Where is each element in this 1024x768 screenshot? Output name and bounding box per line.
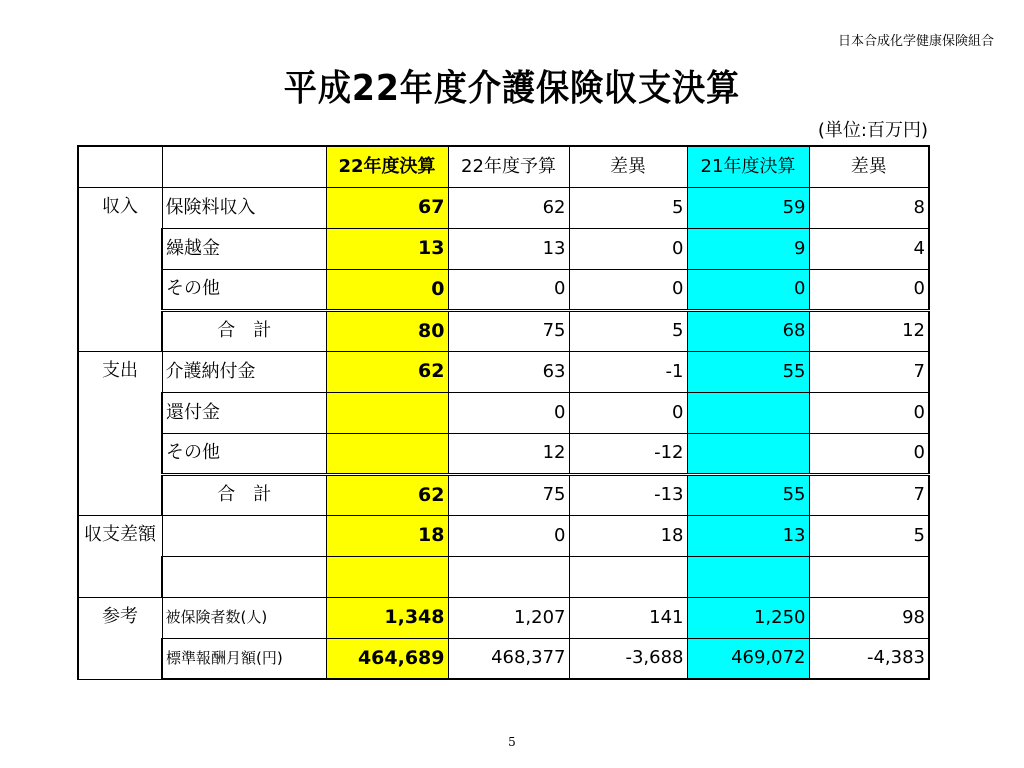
cell-diff-prior: -4,383: [809, 638, 929, 679]
cell-fy22-budget: 62: [448, 187, 569, 228]
row-label: 保険料収入: [162, 187, 326, 228]
cell-diff-prior: 8: [809, 187, 929, 228]
cell-diff-budget: 0: [569, 269, 687, 310]
blank-row: [78, 556, 929, 597]
cell-fy22-budget: 13: [448, 228, 569, 269]
cell-diff-budget: -12: [569, 433, 687, 474]
blank-cell: [162, 556, 326, 597]
cell-fy22-actual: 62: [326, 351, 448, 392]
cell-fy22-actual: [326, 433, 448, 474]
blank-cell-cyan: [687, 556, 809, 597]
cell-fy22-actual: 464,689: [326, 638, 448, 679]
table-row: [78, 351, 929, 392]
page-number: 5: [508, 735, 516, 749]
total-label: 合 計: [162, 310, 326, 351]
page-title: 平成22年度介護保険収支決算: [283, 68, 741, 109]
budget-table: [77, 145, 930, 680]
cell-diff-prior: 7: [809, 474, 929, 515]
cell-diff-prior: 0: [809, 269, 929, 310]
cell-fy22-budget: 0: [448, 392, 569, 433]
cell-fy22-actual: 0: [326, 269, 448, 310]
cell-diff-prior: 7: [809, 351, 929, 392]
cell-fy22-actual: 62: [326, 474, 448, 515]
cell-fy21-actual: 1,250: [687, 597, 809, 638]
cell-diff-budget: 5: [569, 310, 687, 351]
cell-fy21-actual: 13: [687, 515, 809, 556]
cell-diff-budget: 0: [569, 392, 687, 433]
header-diff-prior: 差異: [809, 146, 929, 187]
cell-diff-budget: -13: [569, 474, 687, 515]
blank-cell: [809, 556, 929, 597]
cell-fy21-actual: 59: [687, 187, 809, 228]
cell-fy21-actual: 68: [687, 310, 809, 351]
cell-diff-budget: -3,688: [569, 638, 687, 679]
cell-diff-prior: 98: [809, 597, 929, 638]
cell-diff-budget: 0: [569, 228, 687, 269]
cell-fy22-actual: 67: [326, 187, 448, 228]
cell-diff-prior: 5: [809, 515, 929, 556]
category-balance: 収支差額: [78, 515, 162, 597]
cell-fy21-actual: [687, 392, 809, 433]
row-label: その他: [162, 269, 326, 310]
header-empty-category: [78, 146, 162, 187]
row-label: その他: [162, 433, 326, 474]
row-label: 被保険者数(人): [162, 597, 326, 638]
cell-fy22-budget: 468,377: [448, 638, 569, 679]
cell-fy22-actual: 80: [326, 310, 448, 351]
cell-fy22-actual: 1,348: [326, 597, 448, 638]
cell-fy22-budget: 75: [448, 474, 569, 515]
cell-diff-budget: 5: [569, 187, 687, 228]
header-empty-item: [162, 146, 326, 187]
table-row: [78, 638, 929, 679]
cell-fy21-actual: 469,072: [687, 638, 809, 679]
cell-fy22-budget: 63: [448, 351, 569, 392]
table-row: [78, 433, 929, 474]
cell-fy21-actual: 55: [687, 351, 809, 392]
table-row: [78, 269, 929, 310]
header-fy22-budget: 22年度予算: [448, 146, 569, 187]
cell-fy21-actual: [687, 433, 809, 474]
cell-fy21-actual: 9: [687, 228, 809, 269]
cell-diff-prior: 0: [809, 392, 929, 433]
row-label: 繰越金: [162, 228, 326, 269]
income-total-row: [78, 310, 929, 351]
cell-fy22-actual: [326, 392, 448, 433]
total-label: 合 計: [162, 474, 326, 515]
cell-fy22-actual: 13: [326, 228, 448, 269]
cell-fy22-budget: 12: [448, 433, 569, 474]
expense-total-row: [78, 474, 929, 515]
table-header-row: [78, 146, 929, 187]
cell-diff-prior: 12: [809, 310, 929, 351]
category-expense: 支出: [78, 351, 162, 515]
cell-diff-prior: 0: [809, 433, 929, 474]
cell-fy22-budget: 0: [448, 269, 569, 310]
table-row: [78, 392, 929, 433]
balance-row: [78, 515, 929, 556]
cell-diff-budget: -1: [569, 351, 687, 392]
cell-fy22-budget: 75: [448, 310, 569, 351]
organization-name: 日本合成化学健康保険組合: [837, 34, 994, 49]
balance-blank: [162, 515, 326, 556]
table-row: [78, 187, 929, 228]
cell-fy22-budget: 0: [448, 515, 569, 556]
cell-fy21-actual: 55: [687, 474, 809, 515]
row-label: 標準報酬月額(円): [162, 638, 326, 679]
cell-fy21-actual: 0: [687, 269, 809, 310]
blank-cell-yellow: [326, 556, 448, 597]
blank-cell: [569, 556, 687, 597]
row-label: 還付金: [162, 392, 326, 433]
table-row: [78, 597, 929, 638]
cell-fy22-actual: 18: [326, 515, 448, 556]
blank-cell: [448, 556, 569, 597]
row-label: 介護納付金: [162, 351, 326, 392]
unit-label: (単位:百万円): [817, 120, 928, 141]
table-row: [78, 228, 929, 269]
category-income: 収入: [78, 187, 162, 351]
cell-fy22-budget: 1,207: [448, 597, 569, 638]
header-fy22-actual: 22年度決算: [326, 146, 448, 187]
header-fy21-actual: 21年度決算: [687, 146, 809, 187]
header-diff-budget: 差異: [569, 146, 687, 187]
cell-diff-prior: 4: [809, 228, 929, 269]
cell-diff-budget: 141: [569, 597, 687, 638]
category-reference: 参考: [78, 597, 162, 679]
cell-diff-budget: 18: [569, 515, 687, 556]
